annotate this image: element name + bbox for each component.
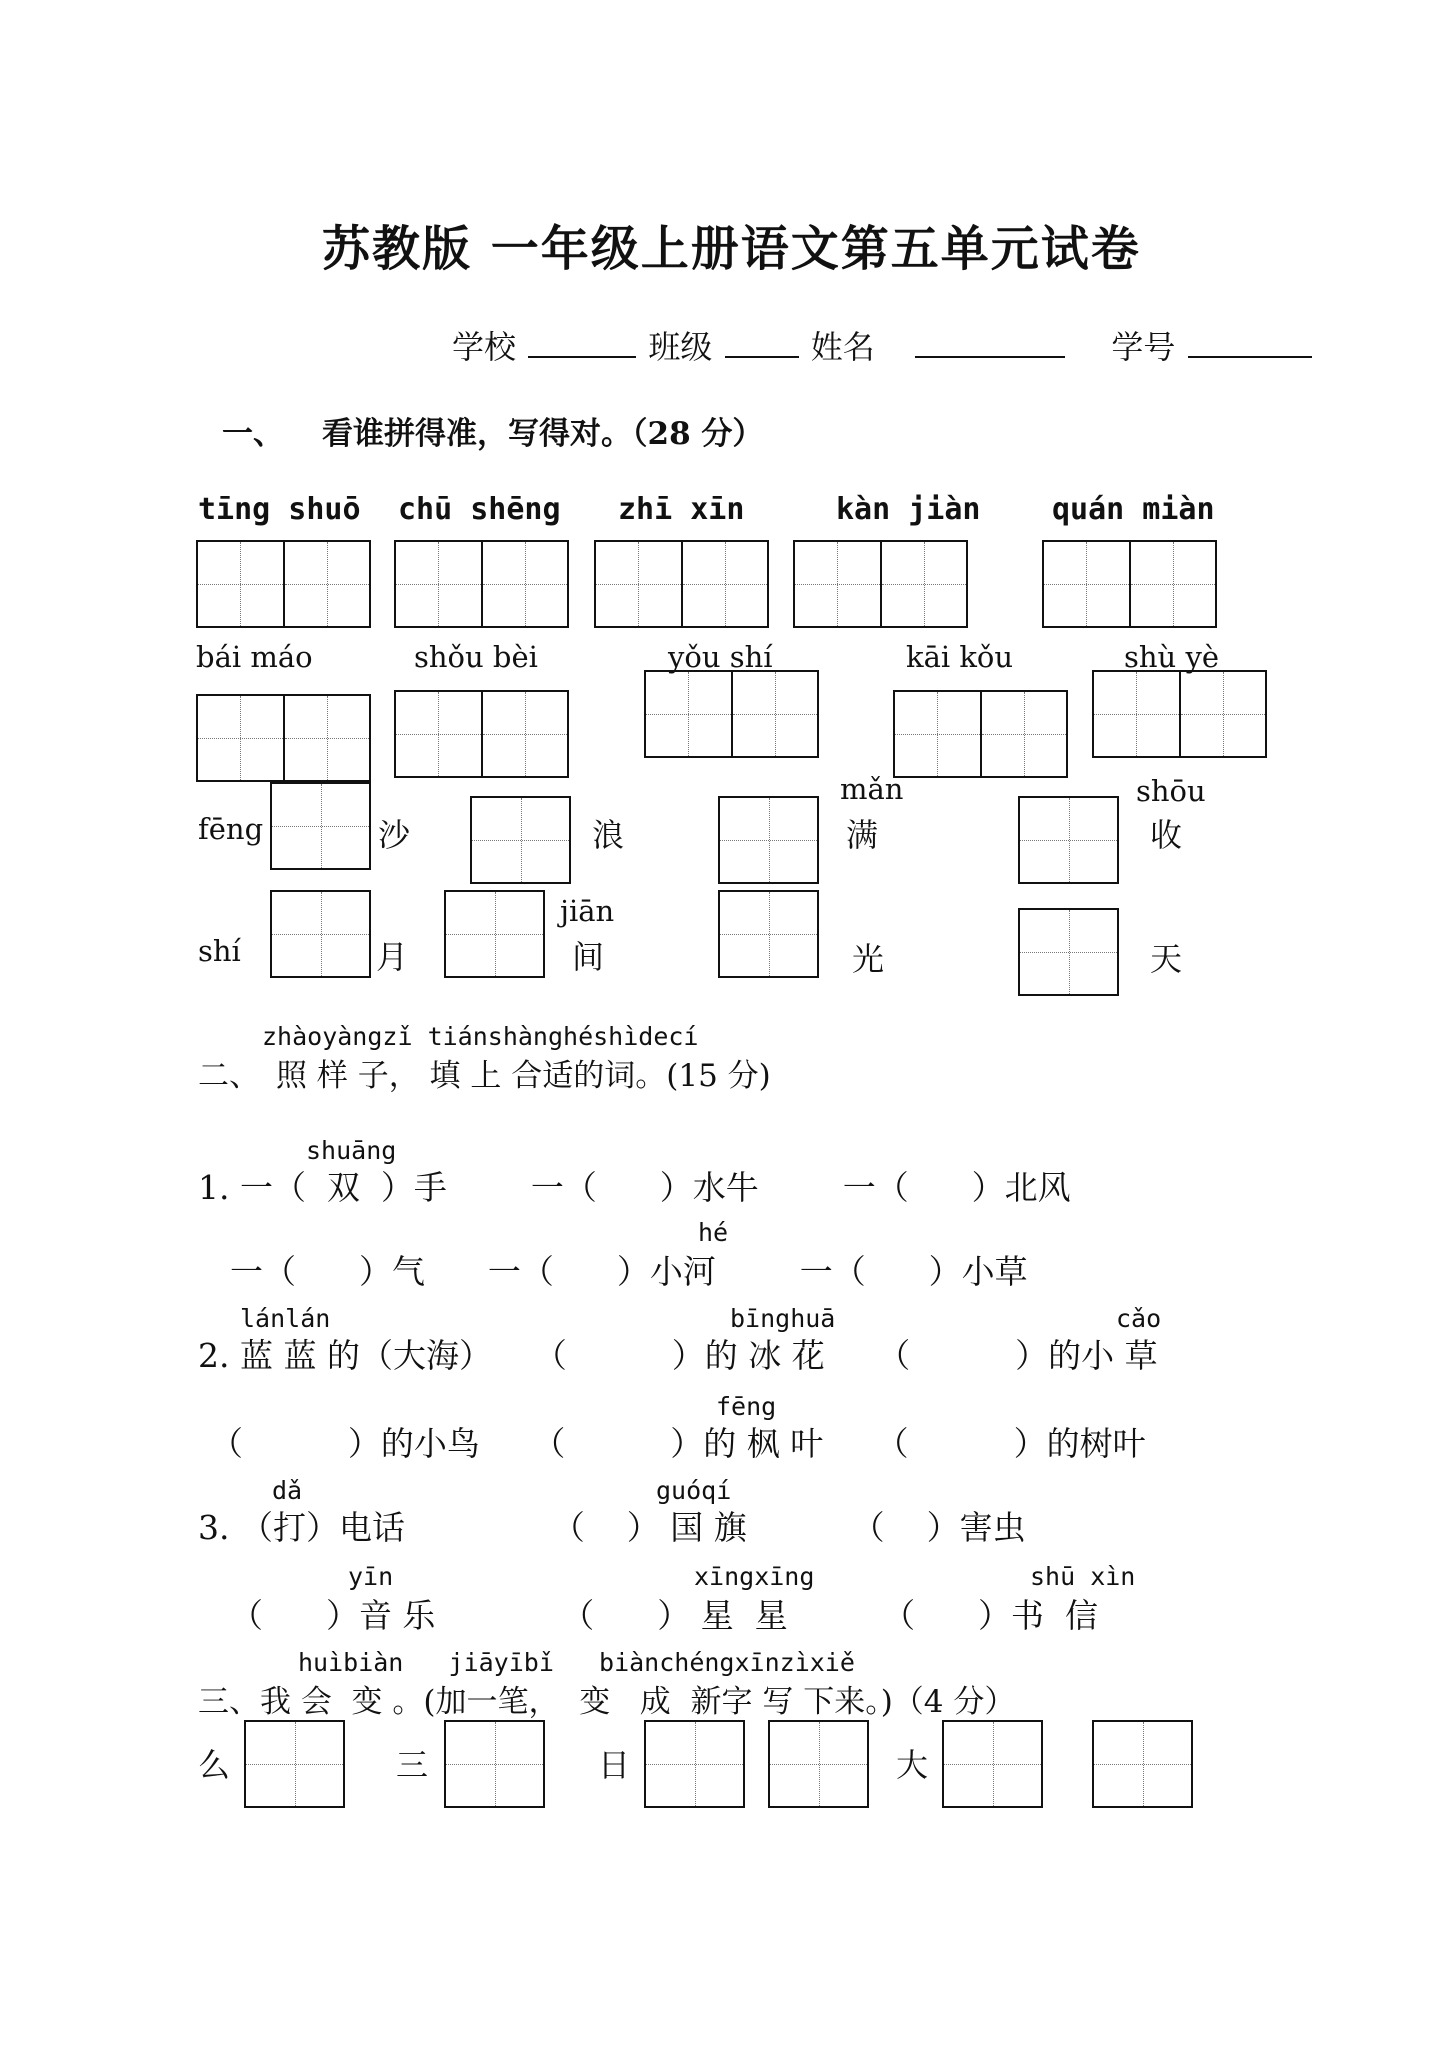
pinyin-label: shōu (1136, 774, 1206, 808)
section-2-pinyin: zhàoyàngzǐ tiánshànghéshìdecí (262, 1022, 699, 1051)
section-3-pinyin: huìbiàn jiāyībǐ biànchéngxīnzìxiě (298, 1648, 855, 1677)
student-info-line (452, 322, 1314, 368)
class-label: 班级 (648, 328, 713, 366)
character-label: 大 (896, 1746, 929, 1784)
writing-box[interactable] (942, 1720, 1043, 1808)
character-label: 间 (572, 938, 605, 976)
writing-grid[interactable] (1092, 670, 1267, 758)
pinyin-label: kāi kǒu (906, 640, 1014, 674)
writing-grid[interactable] (594, 540, 769, 628)
name-field[interactable] (915, 326, 1065, 358)
writing-box[interactable] (470, 796, 571, 884)
number-label: 学号 (1111, 328, 1176, 366)
writing-box[interactable] (1092, 1720, 1193, 1808)
pinyin-label: yīn (348, 1562, 394, 1591)
character-label: 浪 (592, 816, 625, 854)
question-1-line-2: 一（ ）气 一（ ）小河 一（ ）小草 (230, 1252, 1028, 1291)
writing-box[interactable] (1018, 908, 1119, 996)
writing-box[interactable] (270, 890, 371, 978)
section-1-heading: 看谁拼得准，写得对。（28 分） (322, 416, 764, 452)
writing-box[interactable] (270, 782, 371, 870)
pinyin-label: shuāng (306, 1136, 397, 1165)
writing-box[interactable] (244, 1720, 345, 1808)
pinyin-label: fēng (716, 1392, 777, 1421)
character-label: 收 (1150, 816, 1183, 854)
writing-grid[interactable] (893, 690, 1068, 778)
character-label: 满 (846, 816, 879, 854)
pinyin-label: shǒu bèi (414, 640, 538, 674)
section-2-heading: 照 样 子， 填 上 合适的词。(15 分) (276, 1058, 771, 1094)
writing-box[interactable] (768, 1720, 869, 1808)
section-2-number: 二、 (198, 1058, 260, 1094)
pinyin-label: shū xìn (1030, 1562, 1136, 1591)
writing-grid[interactable] (196, 694, 371, 782)
pinyin-label: shù yè (1124, 640, 1220, 674)
writing-grid[interactable] (394, 540, 569, 628)
pinyin-label: yǒu shí (668, 640, 773, 674)
pinyin-label: mǎn (840, 772, 904, 806)
pinyin-label: hé (698, 1218, 729, 1247)
question-3-line-2: （ ）音 乐 （ ） 星 星 （ ）书 信 (230, 1596, 1099, 1635)
pinyin-label: lánlán (240, 1304, 331, 1333)
writing-box[interactable] (444, 1720, 545, 1808)
writing-grid[interactable] (196, 540, 371, 628)
pinyin-label: dǎ (272, 1476, 303, 1505)
section-1-number: 一、 (222, 416, 284, 452)
question-3-line-1: 3. （打）电话 （ ） 国 旗 （ ）害虫 (198, 1508, 1026, 1547)
class-field[interactable] (725, 326, 799, 358)
question-1-line-1: 1. 一（ 双 ）手 一（ ）水牛 一（ ）北风 (198, 1168, 1071, 1207)
question-2-line-1: 2. 蓝 蓝 的（大海） （ ）的 冰 花 （ ）的小 草 (198, 1336, 1158, 1375)
school-label: 学校 (452, 328, 517, 366)
pinyin-label: bái máo (196, 640, 313, 674)
number-field[interactable] (1188, 326, 1312, 358)
writing-box[interactable] (444, 890, 545, 978)
character-label: 么 (198, 1746, 231, 1784)
writing-box[interactable] (644, 1720, 745, 1808)
pinyin-label: cǎo (1116, 1304, 1162, 1333)
pinyin-label: shí (198, 934, 241, 968)
question-2-line-2: （ ）的小鸟 （ ）的 枫 叶 （ ）的树叶 (210, 1424, 1146, 1463)
character-label: 三 (396, 1746, 429, 1784)
character-label: 天 (1150, 940, 1183, 978)
character-label: 日 (598, 1746, 631, 1784)
writing-grid[interactable] (394, 690, 569, 778)
pinyin-label: xīngxīng (694, 1562, 815, 1591)
page-title: 苏教版 一年级上册语文第五单元试卷 (322, 221, 1141, 277)
pinyin-label: zhī xīn (618, 492, 745, 527)
writing-grid[interactable] (1042, 540, 1217, 628)
pinyin-label: quán miàn (1052, 492, 1215, 527)
pinyin-label: tīng shuō (198, 492, 361, 527)
writing-box[interactable] (718, 890, 819, 978)
writing-grid[interactable] (793, 540, 968, 628)
name-label: 姓名 (810, 328, 875, 366)
pinyin-label: chū shēng (398, 492, 561, 527)
pinyin-label: kàn jiàn (836, 492, 981, 527)
pinyin-label: fēng (198, 812, 264, 846)
character-label: 沙 (378, 816, 411, 854)
pinyin-label: jiān (560, 894, 615, 928)
section-3-heading: 三、我 会 变 。(加一笔， 变 成 新字 写 下来。)（4 分） (198, 1684, 1016, 1720)
school-field[interactable] (528, 326, 636, 358)
writing-box[interactable] (718, 796, 819, 884)
character-label: 光 (852, 940, 885, 978)
pinyin-label: guóqí (656, 1476, 732, 1505)
writing-grid[interactable] (644, 670, 819, 758)
pinyin-label: bīnghuā (730, 1304, 836, 1333)
writing-box[interactable] (1018, 796, 1119, 884)
character-label: 月 (376, 938, 409, 976)
